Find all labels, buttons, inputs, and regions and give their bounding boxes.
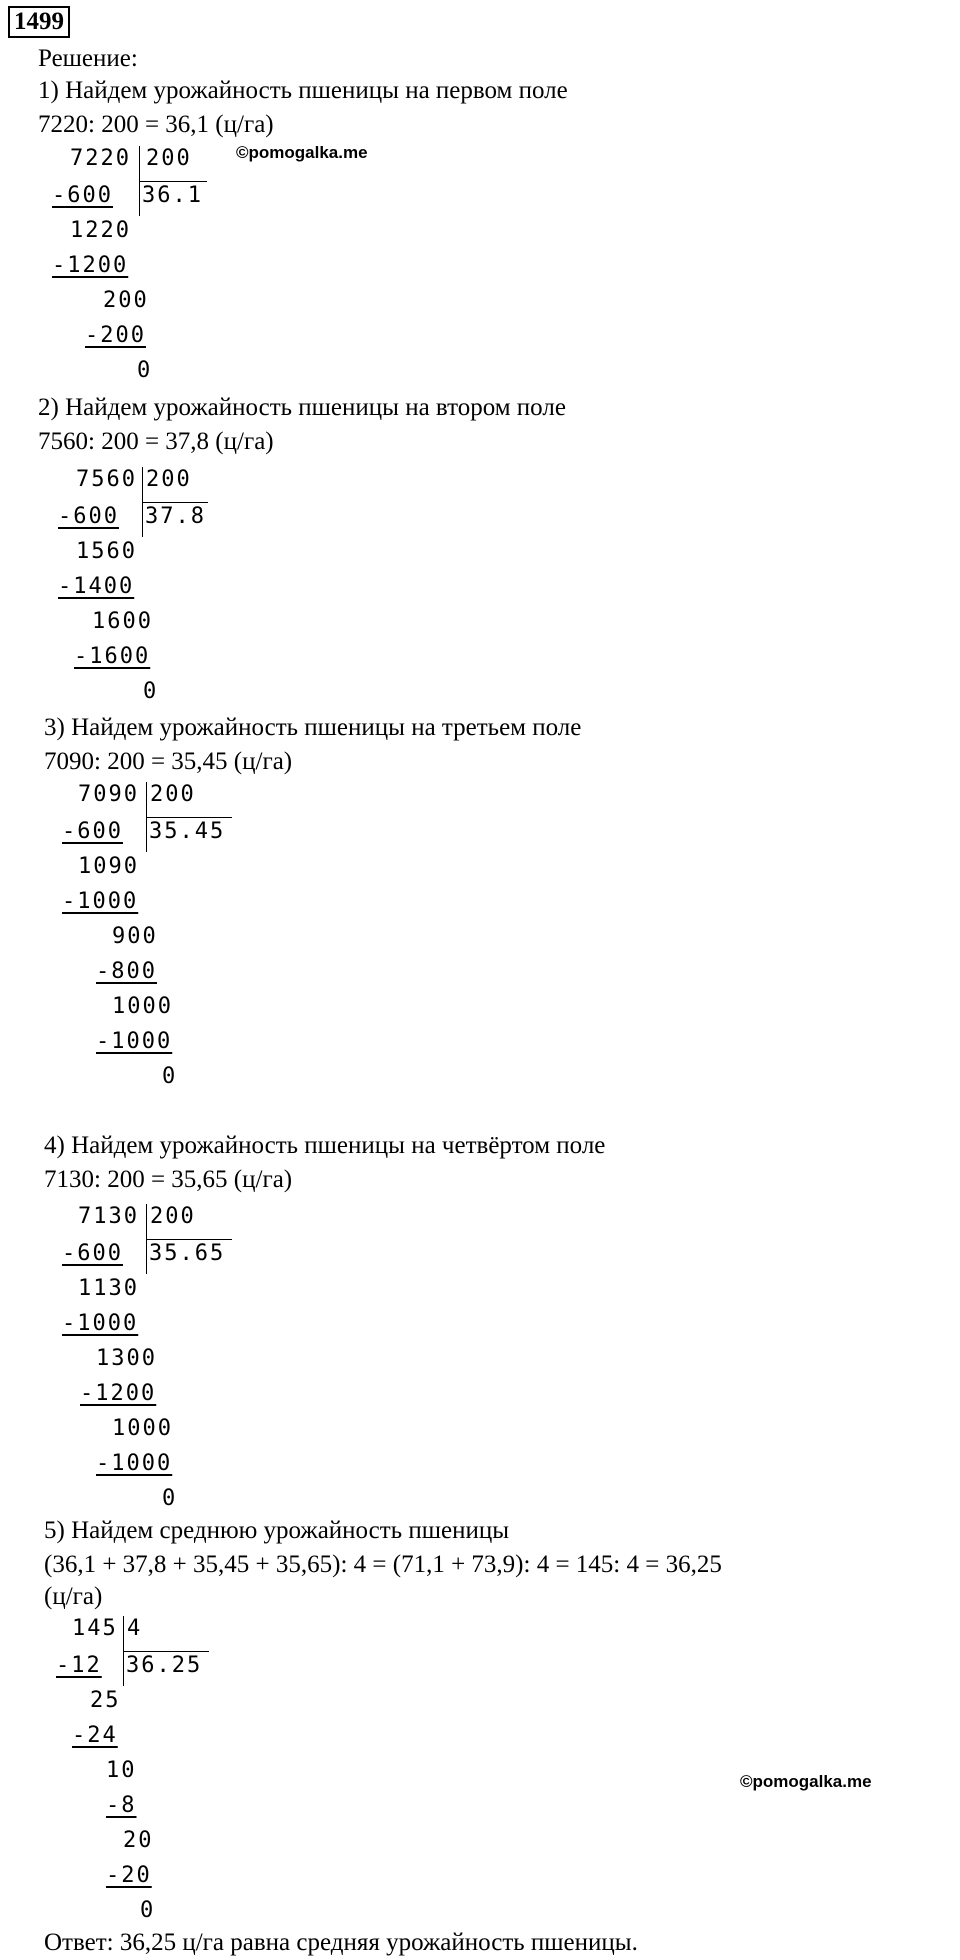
step-2-line-5: -1600 [74, 644, 151, 669]
step-5-divisor: 4 [127, 1616, 143, 1641]
step-2-quotient-line [142, 502, 208, 503]
solution-heading: Решение: [38, 45, 138, 72]
step-5-line-6: 20 [123, 1828, 154, 1853]
step-3-line-1: -600 [62, 819, 123, 844]
step-5-quotient-line [123, 1651, 209, 1652]
step-2-line-2: 1560 [76, 539, 137, 564]
step-3-quotient: 35.45 [149, 819, 226, 844]
step-3-line-6: 1000 [112, 994, 173, 1019]
step-4-quotient: 35.65 [149, 1241, 226, 1266]
step-1-divisor: 200 [146, 146, 192, 171]
step-5-line-5: -8 [106, 1793, 137, 1818]
step-1-line-2: 1220 [70, 218, 131, 243]
step-5-quotient: 36.25 [126, 1653, 203, 1678]
step-4-line-6: 1000 [112, 1416, 173, 1441]
step-1-dividend: 7220 [70, 146, 131, 171]
step-2-line-4: 1600 [92, 609, 153, 634]
problem-number: 1499 [8, 6, 70, 38]
step-4-line-8: 0 [162, 1486, 178, 1511]
step-1-line-3: -1200 [52, 253, 129, 278]
step-4-line-4: 1300 [96, 1346, 157, 1371]
step-2-title: 2) Найдем урожайность пшеницы на втором поле [38, 394, 566, 421]
step-1-line-5: -200 [85, 323, 146, 348]
step-1-line-6: 0 [137, 358, 153, 383]
step-5-line-3: -24 [72, 1723, 118, 1748]
step-3-quotient-line [146, 817, 232, 818]
step-4-line-1: -600 [62, 1241, 123, 1266]
step-3-line-3: -1000 [62, 889, 139, 914]
step-3-line-4: 900 [112, 924, 158, 949]
step-4-title: 4) Найдем урожайность пшеницы на четвёртом поле [44, 1132, 606, 1159]
step-5-line-1: -12 [56, 1653, 102, 1678]
step-2-line-3: -1400 [58, 574, 135, 599]
step-3-line-2: 1090 [78, 854, 139, 879]
step-2-equation: 7560: 200 = 37,8 (ц/га) [38, 428, 274, 455]
step-1-quotient-line [139, 181, 207, 182]
step-3-line-5: -800 [96, 959, 157, 984]
step-5-title: 5) Найдем среднюю урожайность пшеницы [44, 1517, 510, 1544]
step-1-line-4: 200 [103, 288, 149, 313]
step-5-line-7: -20 [106, 1863, 152, 1888]
step-4-quotient-line [146, 1239, 232, 1240]
step-3-line-8: 0 [162, 1064, 178, 1089]
step-2-divisor: 200 [146, 467, 192, 492]
step-2-line-6: 0 [143, 679, 159, 704]
step-4-equation: 7130: 200 = 35,65 (ц/га) [44, 1166, 293, 1193]
step-2-dividend: 7560 [76, 467, 137, 492]
step-5-line-8: 0 [140, 1898, 156, 1923]
watermark-top: ©pomogalka.me [236, 143, 368, 162]
watermark-bottom: ©pomogalka.me [740, 1772, 872, 1791]
step-4-dividend: 7130 [78, 1204, 139, 1229]
step-4-divisor: 200 [150, 1204, 196, 1229]
step-3-equation: 7090: 200 = 35,45 (ц/га) [44, 748, 293, 775]
step-3-divisor: 200 [150, 782, 196, 807]
step-5-equation-unit: (ц/га) [44, 1583, 103, 1610]
step-1-quotient: 36.1 [142, 183, 203, 208]
step-3-line-7: -1000 [96, 1029, 173, 1054]
step-4-line-3: -1000 [62, 1311, 139, 1336]
answer-text: Ответ: 36,25 ц/га равна средняя урожайность пшеницы. [44, 1929, 638, 1956]
step-3-dividend: 7090 [78, 782, 139, 807]
step-4-line-5: -1200 [80, 1381, 157, 1406]
step-5-line-2: 25 [90, 1688, 121, 1713]
step-5-equation: (36,1 + 37,8 + 35,45 + 35,65): 4 = (71,1 + 73,9): 4 = 145: 4 = 36,25 [44, 1551, 722, 1578]
step-3-title: 3) Найдем урожайность пшеницы на третьем поле [44, 714, 582, 741]
step-5-dividend: 145 [72, 1616, 118, 1641]
step-2-quotient: 37.8 [145, 504, 206, 529]
step-1-title: 1) Найдем урожайность пшеницы на первом поле [38, 77, 568, 104]
step-1-equation: 7220: 200 = 36,1 (ц/га) [38, 111, 274, 138]
step-2-line-1: -600 [58, 504, 119, 529]
step-1-line-1: -600 [52, 183, 113, 208]
step-4-line-7: -1000 [96, 1451, 173, 1476]
step-5-line-4: 10 [106, 1758, 137, 1783]
step-4-line-2: 1130 [78, 1276, 139, 1301]
